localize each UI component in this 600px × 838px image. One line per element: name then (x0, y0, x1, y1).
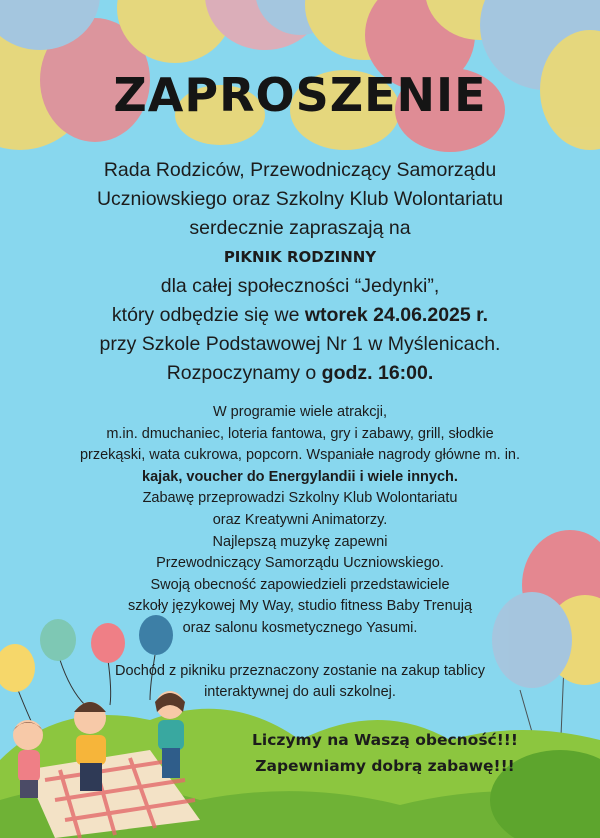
intro-line: przy Szkole Podstawowej Nr 1 w Myślenicach. (99, 333, 501, 355)
intro-line: serdecznie zapraszają na (189, 217, 411, 239)
intro-text: który odbędzie się we (111, 304, 305, 326)
program-line: Dochód z pikniku przeznaczony zostanie na zakup tablicy (115, 662, 485, 679)
intro-line: Uczniowskiego oraz Szkolny Klub Wolontariatu (96, 188, 504, 210)
intro-line: Rada Rodziców, Przewodniczący Samorządu (103, 159, 497, 181)
intro-time-line (0, 359, 600, 388)
event-name: PIKNIK RODZINNY (223, 248, 377, 266)
intro-line: dla całej społeczności “Jedynki”, (160, 275, 440, 297)
program-line: oraz salonu kosmetycznego Yasumi. (182, 619, 418, 636)
program-line: Najlepszą muzykę zapewni (212, 533, 388, 550)
intro-date-line (0, 301, 600, 330)
program-prizes: kajak, voucher do Energylandii i wiele innych. (142, 468, 458, 485)
closing-line: Liczymy na Waszą obecność!!! (252, 731, 518, 749)
closing-message (200, 727, 570, 779)
program-line: Przewodniczący Samorządu Uczniowskiego. (156, 555, 444, 572)
page-title: ZAPROSZENIE (113, 68, 487, 122)
event-time: godz. 16:00. (321, 362, 434, 384)
intro-text: Rozpoczynamy o (166, 362, 322, 384)
invitation-intro (0, 156, 600, 388)
program-description (0, 402, 600, 704)
program-line: szkoły językowej My Way, studio fitness Baby Trenują (127, 598, 473, 615)
program-line: m.in. dmuchaniec, loteria fantowa, gry i zabawy, grill, słodkie (106, 425, 494, 442)
spacer (0, 640, 600, 661)
program-line: Zabawę przeprowadzi Szkolny Klub Wolontariatu (142, 490, 458, 507)
closing-line: Zapewniamy dobrą zabawę!!! (255, 757, 515, 775)
program-line: przekąski, wata cukrowa, popcorn. Wspaniałe nagrody główne m. in. (79, 447, 521, 464)
program-line: Swoją obecność zapowiedzieli przedstawiciele (150, 576, 450, 593)
program-line: oraz Kreatywni Animatorzy. (212, 511, 388, 528)
event-date: wtorek 24.06.2025 r. (304, 304, 489, 326)
program-line: interaktywnej do auli szkolnej. (204, 684, 396, 701)
program-line: W programie wiele atrakcji, (212, 404, 388, 420)
